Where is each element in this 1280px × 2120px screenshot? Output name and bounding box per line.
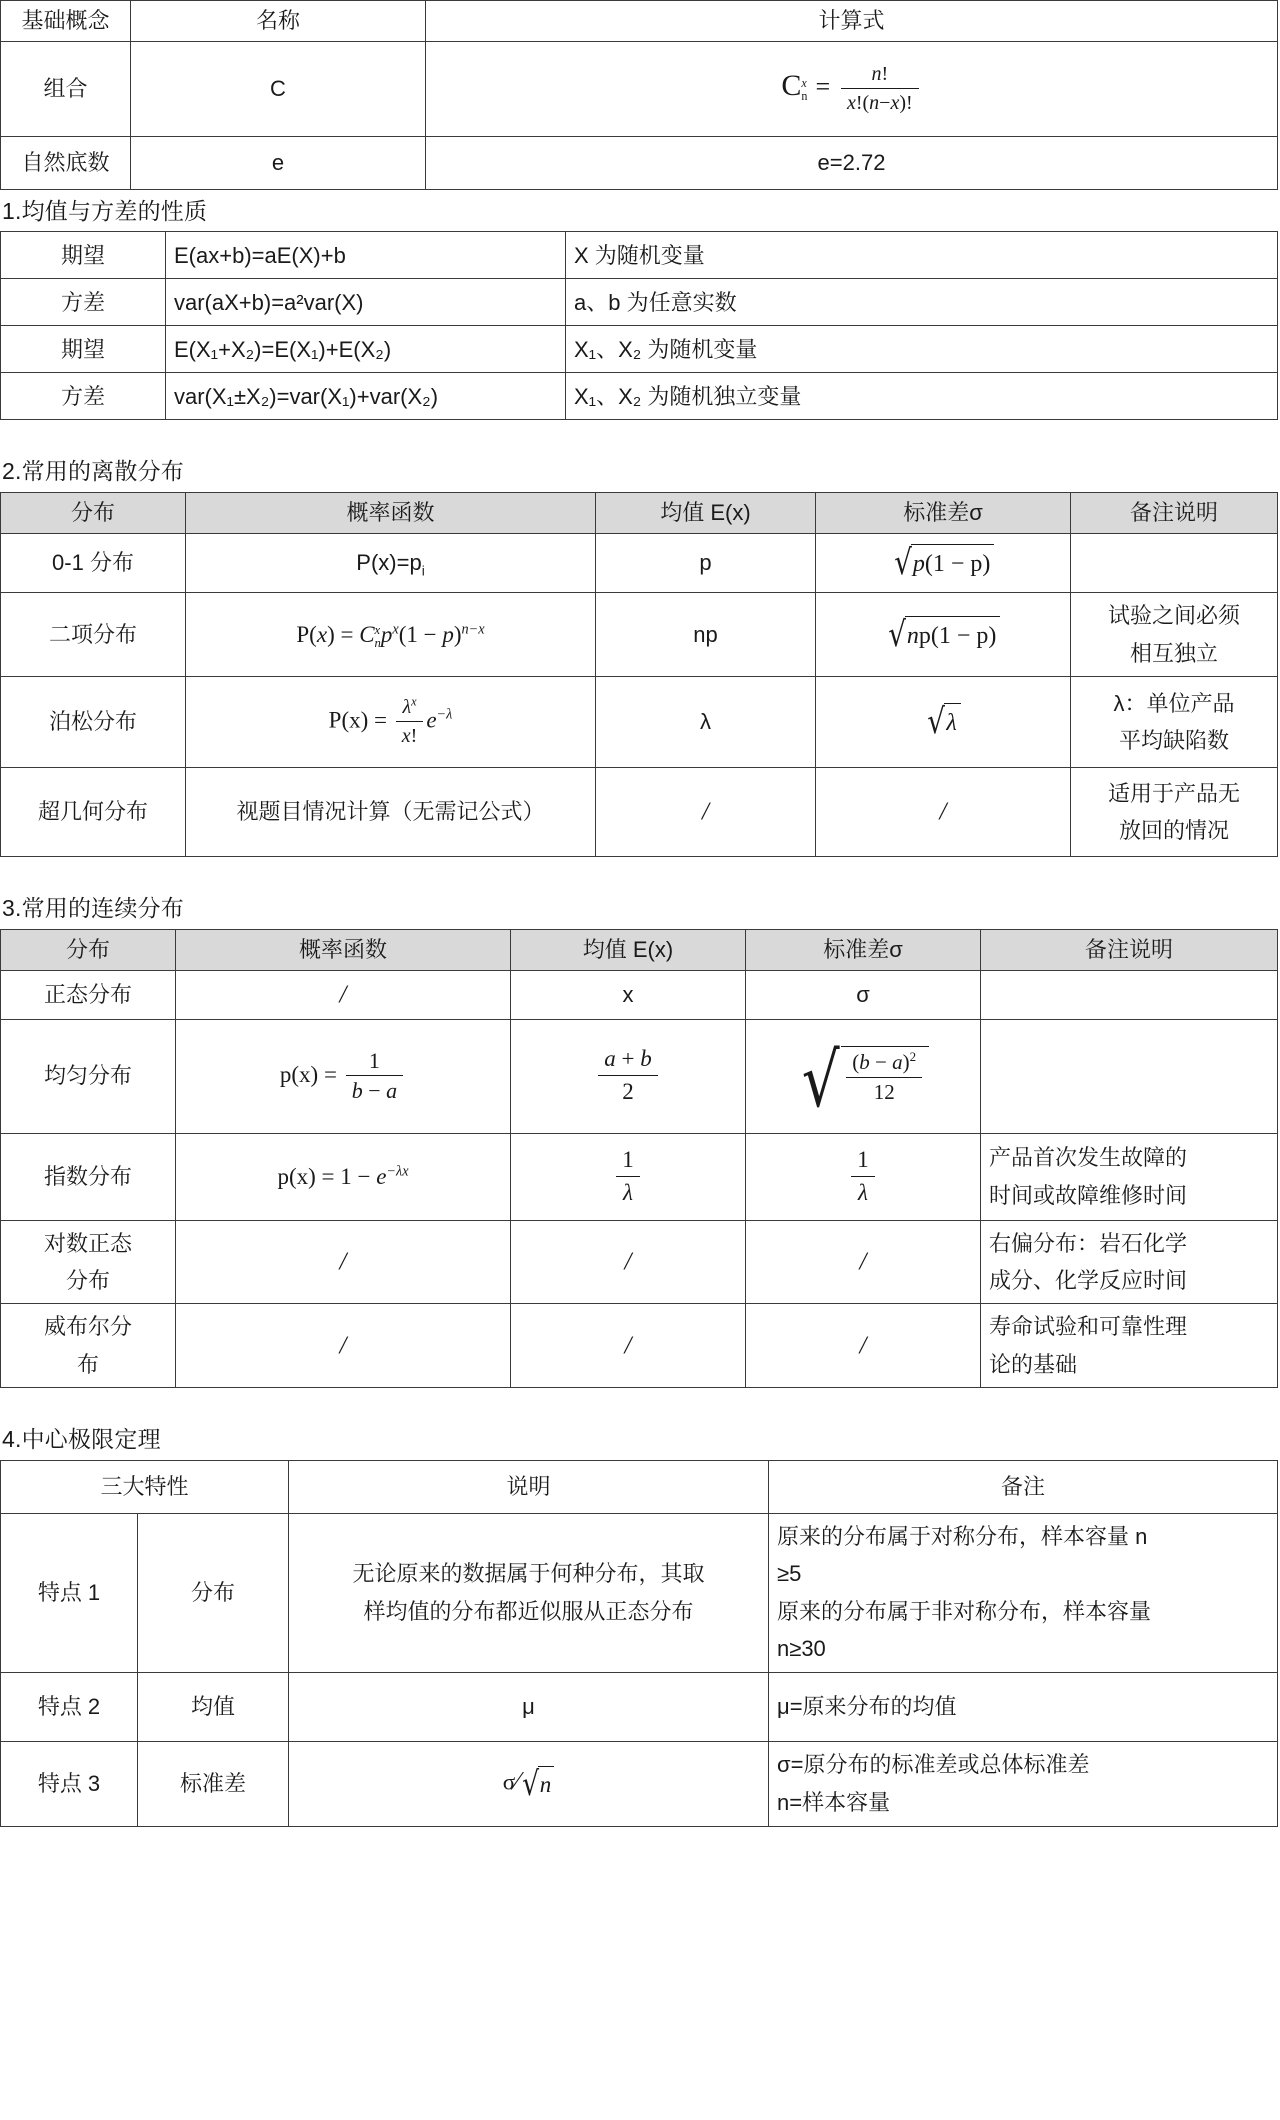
basics-cell-formula: e=2.72 bbox=[426, 136, 1278, 189]
cd-mean-frac: $\frac{1}{\lambda}$ bbox=[511, 1133, 746, 1220]
mv-label: 期望 bbox=[1, 232, 166, 279]
cd-mean: / bbox=[511, 1304, 746, 1388]
basics-cell-name: e bbox=[131, 136, 426, 189]
dd-sd-sqrt bbox=[816, 677, 1071, 768]
dd-dist: 超几何分布 bbox=[1, 768, 186, 857]
clt-feature: 特点 2 bbox=[1, 1672, 138, 1741]
continuous-distribution-table bbox=[0, 929, 1278, 1388]
table-row bbox=[1, 1133, 1278, 1220]
table-row bbox=[1, 1460, 1278, 1513]
cd-pf: / bbox=[176, 1220, 511, 1304]
table-row bbox=[1, 232, 1278, 279]
cd-note bbox=[981, 970, 1278, 1019]
dd-header-sd: 标准差σ bbox=[816, 493, 1071, 534]
clt-aspect: 均值 bbox=[138, 1672, 289, 1741]
mean-variance-table bbox=[0, 231, 1278, 420]
dd-sd: / bbox=[816, 768, 1071, 857]
dd-header-dist: 分布 bbox=[1, 493, 186, 534]
section-title-3: 3.常用的连续分布 bbox=[2, 895, 184, 922]
sqrt-expression: √p(1 − p) bbox=[892, 538, 995, 588]
mv-note: X₁、X₂ 为随机变量 bbox=[566, 326, 1278, 373]
mv-note: X₁、X₂ 为随机独立变量 bbox=[566, 373, 1278, 420]
dd-mean: / bbox=[596, 768, 816, 857]
dd-pf-text: 视题目情况计算（无需记公式） bbox=[186, 768, 596, 857]
cd-note: 寿命试验和可靠性理 论的基础 bbox=[981, 1304, 1278, 1388]
factorial-fraction: $\frac{n!}{x!(n-x)!}$ bbox=[841, 62, 919, 116]
mv-formula: var(aX+b)=a²var(X) bbox=[166, 279, 566, 326]
cd-pf-exponential: $p(x) = 1 - e^{-\lambda x}$ bbox=[176, 1133, 511, 1220]
dd-header-pf: 概率函数 bbox=[186, 493, 596, 534]
cd-header-note: 备注说明 bbox=[981, 929, 1278, 970]
cd-dist: 正态分布 bbox=[1, 970, 176, 1019]
dd-dist: 泊松分布 bbox=[1, 677, 186, 768]
basics-cell-name: C bbox=[131, 41, 426, 136]
cd-note: 产品首次发生故障的 时间或故障维修时间 bbox=[981, 1133, 1278, 1220]
mv-label: 方差 bbox=[1, 373, 166, 420]
mv-formula: var(X₁±X₂)=var(X₁)+var(X₂) bbox=[166, 373, 566, 420]
table-row bbox=[1, 1513, 1278, 1672]
basics-header-formula: 计算式 bbox=[426, 1, 1278, 42]
clt-desc: 无论原来的数据属于何种分布，其取 样均值的分布都近似服从正态分布 bbox=[289, 1513, 769, 1672]
dd-sd-sqrt bbox=[816, 593, 1071, 677]
combination-symbol: C x n bbox=[781, 68, 808, 103]
spacer bbox=[0, 1827, 1278, 1833]
table-row bbox=[1, 1220, 1278, 1304]
section-title-2: 2.常用的离散分布 bbox=[2, 458, 184, 485]
cd-mean: x bbox=[511, 970, 746, 1019]
clt-aspect: 标准差 bbox=[138, 1741, 289, 1826]
basics-header-name: 名称 bbox=[131, 1, 426, 42]
table-row bbox=[1, 136, 1278, 189]
dd-note bbox=[1071, 533, 1278, 592]
cd-pf-uniform: p(x) = $\frac{1}{b - a}$ bbox=[176, 1019, 511, 1133]
clt-desc: μ bbox=[289, 1672, 769, 1741]
table-row bbox=[1, 533, 1278, 592]
cd-sd: σ bbox=[746, 970, 981, 1019]
clt-feature: 特点 3 bbox=[1, 1741, 138, 1826]
dd-pf-binomial: P(x) = C x n $p^x(1 - p)^{n-x}$ bbox=[186, 593, 596, 677]
dd-note: 试验之间必须 相互独立 bbox=[1071, 593, 1278, 677]
cd-note: 右偏分布：岩石化学 成分、化学反应时间 bbox=[981, 1220, 1278, 1304]
clt-note: σ=原分布的标准差或总体标准差 n=样本容量 bbox=[769, 1741, 1278, 1826]
spacer bbox=[0, 420, 1278, 450]
sqrt-expression: √λ bbox=[925, 697, 961, 747]
clt-aspect: 分布 bbox=[138, 1513, 289, 1672]
basics-table bbox=[0, 0, 1278, 190]
table-row bbox=[1, 1, 1278, 42]
dd-header-mean: 均值 E(x) bbox=[596, 493, 816, 534]
cd-header-sd: 标准差σ bbox=[746, 929, 981, 970]
cd-header-dist: 分布 bbox=[1, 929, 176, 970]
table-row bbox=[1, 929, 1278, 970]
dd-pf-bernoulli: $P(x)=p_i$ bbox=[186, 533, 596, 592]
clt-header-features: 三大特性 bbox=[1, 1460, 289, 1513]
table-row bbox=[1, 1019, 1278, 1133]
table-row bbox=[1, 279, 1278, 326]
cd-sd-frac: $\frac{1}{\lambda}$ bbox=[746, 1133, 981, 1220]
mv-note: a、b 为任意实数 bbox=[566, 279, 1278, 326]
dd-note: 适用于产品无 放回的情况 bbox=[1071, 768, 1278, 857]
dd-dist: 二项分布 bbox=[1, 593, 186, 677]
cd-pf: / bbox=[176, 1304, 511, 1388]
dd-mean: λ bbox=[596, 677, 816, 768]
table-row bbox=[1, 970, 1278, 1019]
spacer bbox=[0, 857, 1278, 887]
cd-mean: / bbox=[511, 1220, 746, 1304]
cd-sd: / bbox=[746, 1220, 981, 1304]
sqrt-expression: √ $\frac{(b - a)^2}{12}$ bbox=[797, 1046, 929, 1106]
central-limit-theorem-table bbox=[0, 1460, 1278, 1827]
section-title-4: 4.中心极限定理 bbox=[2, 1426, 161, 1453]
table-row bbox=[1, 1672, 1278, 1741]
dd-sd-sqrt bbox=[816, 533, 1071, 592]
basics-cell-concept: 组合 bbox=[1, 41, 131, 136]
table-row bbox=[1, 593, 1278, 677]
table-row bbox=[1, 41, 1278, 136]
table-row bbox=[1, 768, 1278, 857]
cd-sd-sqrt bbox=[746, 1019, 981, 1133]
clt-note: 原来的分布属于对称分布，样本容量 n ≥5 原来的分布属于非对称分布，样本容量 n≥30 bbox=[769, 1513, 1278, 1672]
cd-pf: / bbox=[176, 970, 511, 1019]
clt-header-desc: 说明 bbox=[289, 1460, 769, 1513]
cd-mean-frac: $\frac{a + b}{2}$ bbox=[511, 1019, 746, 1133]
clt-feature: 特点 1 bbox=[1, 1513, 138, 1672]
dd-note: λ：单位产品 平均缺陷数 bbox=[1071, 677, 1278, 768]
sqrt-expression: √np(1 − p) bbox=[886, 610, 1001, 660]
dd-mean: p bbox=[596, 533, 816, 592]
combination-formula: C x n = $\frac{n!}{x!(n-x)!}$ bbox=[426, 41, 1278, 136]
cd-dist: 均匀分布 bbox=[1, 1019, 176, 1133]
table-row bbox=[1, 1741, 1278, 1826]
dd-dist: 0-1 分布 bbox=[1, 533, 186, 592]
mv-label: 方差 bbox=[1, 279, 166, 326]
dd-header-note: 备注说明 bbox=[1071, 493, 1278, 534]
cd-dist: 威布尔分 布 bbox=[1, 1304, 176, 1388]
cd-header-mean: 均值 E(x) bbox=[511, 929, 746, 970]
basics-header-concept: 基础概念 bbox=[1, 1, 131, 42]
clt-desc-sigma: σ⁄√n bbox=[289, 1741, 769, 1826]
cd-note bbox=[981, 1019, 1278, 1133]
table-row bbox=[1, 493, 1278, 534]
table-row bbox=[1, 677, 1278, 768]
clt-note: μ=原来分布的均值 bbox=[769, 1672, 1278, 1741]
spacer bbox=[0, 1388, 1278, 1418]
table-row bbox=[1, 373, 1278, 420]
cd-sd: / bbox=[746, 1304, 981, 1388]
dd-mean: np bbox=[596, 593, 816, 677]
discrete-distribution-table bbox=[0, 492, 1278, 857]
basics-cell-concept: 自然底数 bbox=[1, 136, 131, 189]
mv-label: 期望 bbox=[1, 326, 166, 373]
mv-formula: E(ax+b)=aE(X)+b bbox=[166, 232, 566, 279]
table-row bbox=[1, 1304, 1278, 1388]
mv-formula: E(X₁+X₂)=E(X₁)+E(X₂) bbox=[166, 326, 566, 373]
dd-pf-poisson: P(x) = $\frac{\lambda^x}{x!}$ $e^{-\lambda}$ bbox=[186, 677, 596, 768]
section-title-1: 1.均值与方差的性质 bbox=[2, 197, 208, 224]
cd-header-pf: 概率函数 bbox=[176, 929, 511, 970]
cd-dist: 指数分布 bbox=[1, 1133, 176, 1220]
cd-dist: 对数正态 分布 bbox=[1, 1220, 176, 1304]
clt-header-note: 备注 bbox=[769, 1460, 1278, 1513]
mv-note: X 为随机变量 bbox=[566, 232, 1278, 279]
table-row bbox=[1, 326, 1278, 373]
